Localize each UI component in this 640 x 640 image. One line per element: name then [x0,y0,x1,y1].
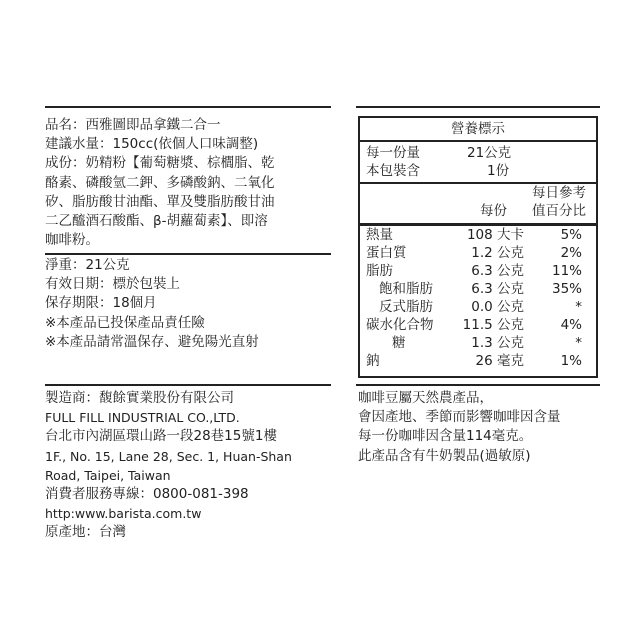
row-energy-value: 108 大卡 [466,227,524,243]
manufacturer-name-en: FULL FILL INDUSTRIAL CO.,LTD. [45,410,240,426]
manufacturer-name: 製造商：馥餘實業股份有限公司 [45,390,234,406]
row-transfat-value: 0.0 公克 [471,299,524,315]
manufacturer-address-en-1: 1F., No. 15, Lane 28, Sec. 1, Huan-Shan [45,448,292,464]
row-protein-dv: 2% [560,245,582,261]
ingredients-line-1: 成份：奶精粉【葡萄糖漿、棕櫚脂、乾 [45,155,275,172]
row-fat-dv: 11% [551,263,582,279]
row-transfat-name: 反式脂肪 [379,299,433,315]
row-energy-dv: 5% [560,227,582,243]
nutrition-title: 營養標示 [451,121,505,137]
ingredients-divider [45,253,331,255]
coffee-note-line-4: 此產品含有牛奶製品(過敏原) [358,447,531,464]
coffee-note [358,389,618,466]
row-protein-name: 蛋白質 [366,245,407,261]
storage-note: ※本產品請常溫保存、避免陽光直射 [45,333,259,350]
middle-left-rule [45,384,331,386]
row-satfat-value: 6.3 公克 [471,281,524,297]
dv-header-line-1: 每日參考 [532,185,586,201]
ingredients-line-4: 二乙醯酒石酸酯、β-胡蘿蔔素】、即溶 [45,213,268,230]
servings-label: 本包裝含 [366,163,420,179]
top-right-rule [356,106,600,108]
per-serving-header: 每份 [480,203,507,219]
product-info [45,116,345,250]
country-of-origin: 原產地：台灣 [45,524,126,541]
row-protein-value: 1.2 公克 [471,245,524,261]
product-details [45,256,345,352]
row-sugar-name: 糖 [392,335,406,351]
row-sugar-value: 1.3 公克 [471,335,524,351]
row-energy-name: 熱量 [366,227,393,243]
consumer-hotline: 消費者服務專線：0800-081-398 [45,486,249,503]
serving-label: 每一份量 [366,145,420,161]
net-weight: 淨重：21公克 [45,257,130,273]
coffee-note-line-3: 每一份咖啡因含量114毫克。 [358,428,533,445]
row-sodium-dv: 1% [560,353,582,369]
manufacturer-address-en-2: Road, Taipei, Taiwan [45,467,171,483]
insurance-note: ※本產品已投保產品責任險 [45,314,205,331]
manufacturer-address: 台北市內湖區環山路一段28巷15號1樓 [45,428,277,445]
row-satfat-name: 飽和脂肪 [379,281,433,297]
expiry-date: 有效日期：標於包裝上 [45,276,180,293]
product-name: 品名：西雅圖即品拿鐵二合一 [45,117,221,133]
ingredients-line-3: 矽、脂肪酸甘油酯、單及雙脂肪酸甘油 [45,193,275,210]
middle-right-rule [356,384,600,386]
row-fat-value: 6.3 公克 [471,263,524,279]
top-left-rule [45,106,331,108]
coffee-note-line-2: 會因產地、季節而影響咖啡因含量 [358,409,561,426]
nutrition-sep-title [360,140,596,142]
website-url: http:www.barista.com.tw [45,506,202,522]
water-suggestion: 建議水量：150cc(依個人口味調整) [45,136,259,153]
row-carbs-dv: 4% [560,317,582,333]
serving-value: 21公克 [467,145,512,161]
row-transfat-dv: * [575,299,582,315]
row-sodium-value: 26 毫克 [475,353,524,369]
row-carbs-value: 11.5 公克 [462,317,524,333]
ingredients-line-5: 咖啡粉。 [45,232,99,249]
manufacturer-info [45,389,345,543]
row-fat-name: 脂肪 [366,263,393,279]
coffee-note-line-1: 咖啡豆屬天然農產品， [358,390,493,406]
shelf-life: 保存期限：18個月 [45,295,157,312]
row-satfat-dv: 35% [551,281,582,297]
servings-value: 1份 [487,163,510,179]
row-sugar-dv: * [575,335,582,351]
ingredients-line-2: 酪素、磷酸氫二鉀、多磷酸鈉、二氧化 [45,174,275,191]
nutrition-table [358,116,598,378]
row-sodium-name: 鈉 [366,353,380,369]
row-carbs-name: 碳水化合物 [366,317,434,333]
dv-header-line-2: 值百分比 [532,203,586,219]
